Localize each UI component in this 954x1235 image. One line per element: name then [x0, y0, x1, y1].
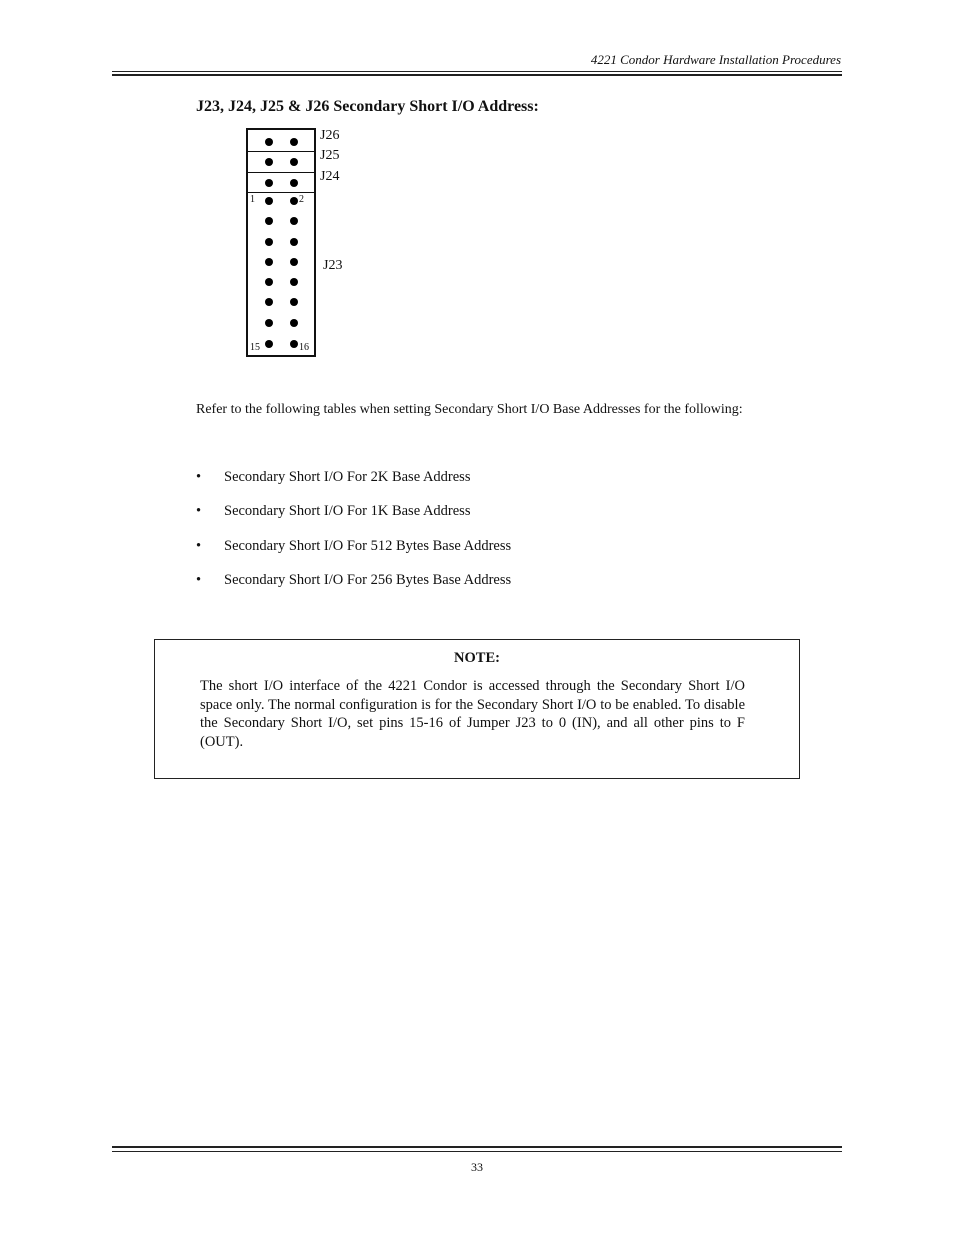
list-item-text: Secondary Short I/O For 2K Base Address [224, 469, 471, 485]
intro-paragraph: Refer to the following tables when setting Secondary Short I/O Base Addresses for the following: [196, 402, 743, 417]
section-heading: J23, J24, J25 & J26 Secondary Short I/O Address: [196, 98, 539, 115]
footer-rule-top [112, 1146, 842, 1148]
list-item-text: Secondary Short I/O For 512 Bytes Base Address [224, 537, 512, 554]
jumper-pin [265, 340, 273, 348]
pin-number-1: 1 [250, 194, 255, 205]
list-item-text: Secondary Short I/O For 1K Base Address [224, 503, 471, 520]
jumper-divider [248, 151, 314, 152]
jumper-pin [290, 278, 298, 286]
bullet-icon: • [196, 503, 202, 520]
jumper-pin [290, 298, 298, 306]
jumper-pin [290, 319, 298, 327]
jumper-pin [265, 319, 273, 327]
jumper-label-j25: J25 [320, 148, 340, 163]
jumper-pin [290, 197, 298, 205]
jumper-pin [290, 179, 298, 187]
jumper-pin [265, 179, 273, 187]
header-rule-bottom [112, 74, 842, 76]
jumper-pin [290, 158, 298, 166]
jumper-pin [265, 217, 273, 225]
jumper-label-j24: J24 [320, 169, 340, 184]
jumper-pin [290, 138, 298, 146]
jumper-pin [265, 258, 273, 266]
jumper-divider [248, 192, 314, 193]
jumper-pin [265, 197, 273, 205]
note-title: NOTE: [454, 650, 500, 666]
bullet-icon: • [196, 469, 202, 485]
list-item-text: Secondary Short I/O For 256 Bytes Base Address [224, 571, 512, 588]
jumper-label-j26: J26 [320, 128, 340, 143]
jumper-pin [265, 298, 273, 306]
bullet-icon: • [196, 537, 202, 554]
header-rule-top [112, 71, 842, 72]
jumper-label-j23: J23 [323, 258, 343, 273]
bullet-icon: • [196, 571, 202, 588]
page-number: 33 [471, 1160, 483, 1174]
jumper-diagram [246, 128, 316, 357]
jumper-pin [290, 217, 298, 225]
footer-rule-bottom [112, 1151, 842, 1152]
jumper-pin [265, 158, 273, 166]
pin-number-2: 2 [299, 194, 304, 205]
jumper-divider [248, 172, 314, 173]
jumper-pin [265, 238, 273, 246]
note-box [154, 639, 800, 779]
pin-number-15: 15 [250, 342, 260, 353]
jumper-pin [290, 258, 298, 266]
running-header: 4221 Condor Hardware Installation Procedures [590, 52, 841, 67]
jumper-pin [290, 238, 298, 246]
note-body: The short I/O interface of the 4221 Condor is accessed through the Secondary Short I/O space only. The normal configuration is for the Secondary Short I/O to be enabled. To disable the Secondary Short I/O, set pins 15-16 of Jumper J23 to 0 (IN), and all other pins to F (OUT). [200, 678, 745, 750]
jumper-pin [265, 138, 273, 146]
jumper-pin [265, 278, 273, 286]
pin-number-16: 16 [299, 342, 309, 353]
jumper-pin [290, 340, 298, 348]
